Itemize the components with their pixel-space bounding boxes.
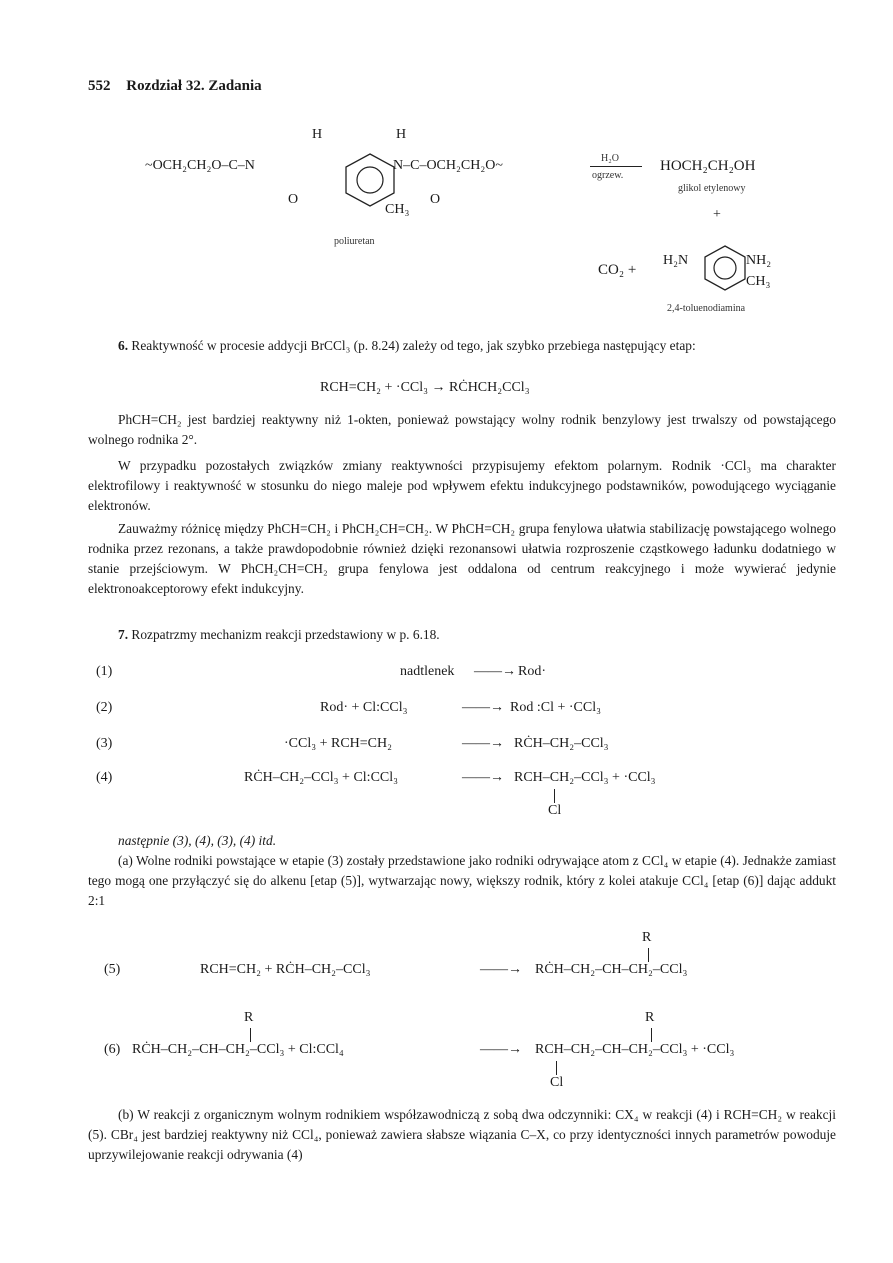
problem6-equation: RCH=CH₂ + ·CCl₃ → RĊHCH₂CCl₃ <box>320 380 530 395</box>
step-arrow: ——→ <box>480 1042 522 1057</box>
step-arrow: ——→ <box>462 736 504 751</box>
step-left: RĊH–CH₂–CCl₃ + Cl:CCl₃ <box>244 770 399 785</box>
step-number: (1) <box>96 664 113 679</box>
product-diamine-name: 2,4-toluenodiamina <box>667 303 746 314</box>
problem7-paragraph-a: (a) Wolne rodniki powstające w etapie (3) zostały przedstawione jako rodniki odrywające atom z CCl₄ w etapie (4). Jednakże zamiast tego mogą one przyłączyć się do alkenu [etap (5)], wytwarzając nowy, większy rodnik, który z kolei atakuje CCl₄ [etap (6)] dając addukt 2:1 <box>88 853 836 908</box>
benzene-ring-icon <box>340 150 400 210</box>
step-number: (6) <box>104 1042 121 1057</box>
bond-line <box>648 948 649 962</box>
step-number: (3) <box>96 736 113 751</box>
r-substituent: R <box>645 1010 655 1025</box>
h2n-label: H₂N <box>663 253 689 268</box>
polymer-right: N–C–OCH₂CH₂O~ <box>393 158 503 173</box>
product-glycol: HOCH₂CH₂OH <box>660 158 756 174</box>
bond-line <box>651 1028 652 1042</box>
step-right: RCH–CH₂–CCl₃ + ·CCl₃ <box>514 770 656 785</box>
step-left: Rod· + Cl:CCl₃ <box>320 700 408 715</box>
h-label-left: H <box>312 127 323 142</box>
arrow-top-label: H₂O <box>601 153 619 164</box>
step-left: RCH=CH₂ + RĊH–CH₂–CCl₃ <box>200 962 371 977</box>
step-right: RCH–CH₂–CH–CH₂–CCl₃ + ·CCl₃ <box>535 1042 735 1057</box>
step-left: RĊH–CH₂–CH–CH₂–CCl₃ + Cl:CCl₄ <box>132 1042 344 1057</box>
problem6-paragraph-2: W przypadku pozostałych związków zmiany reaktywności przypisujemy efektom polarnym. Rodnik ·CCl₃ ma charakter elektrofilowy i reaktywność w stosunku do niego maleje pod wpływem efektu indukcyjnego podstawników, powodującego wyciąganie elektronów. <box>88 458 836 513</box>
polymer-name: poliuretan <box>334 236 375 247</box>
step-number: (4) <box>96 770 113 785</box>
step-right: RĊH–CH₂–CCl₃ <box>514 736 609 751</box>
problem6-intro-text: Reaktywność w procesie addycji BrCCl₃ (p. 8.24) zależy od tego, jak szybko przebiega następujący etap: <box>131 338 696 353</box>
cl-substituent: Cl <box>548 803 562 818</box>
bond-line <box>250 1028 251 1042</box>
cl-substituent: Cl <box>550 1075 564 1090</box>
problem7-paragraph-b: (b) W reakcji z organicznym wolnym rodnikiem współzawodniczą z sobą dwa odczynniki: CX₄ w reakcji (4) i RCH=CH₂ w reakcji (5). CBr₄ jest bardziej reaktywny niż CCl₄, ponieważ zawiera słabsze wiązania C–X, co przy identyczności innych parametrów powoduje uprzywilejowanie reakcji odrywania (4) <box>88 1107 836 1162</box>
step-right: Rod· <box>518 664 546 679</box>
problem7-intro <box>88 625 836 645</box>
ch3-label-2: CH₃ <box>746 274 771 289</box>
nh2-label: NH₂ <box>746 253 772 268</box>
h-label-right: H <box>396 127 407 142</box>
problem6-intro <box>88 336 836 356</box>
o-label-left: O <box>288 192 299 207</box>
step-left: ·CCl₃ + RCH=CH₂ <box>284 736 393 751</box>
step-arrow: ——→ <box>474 664 516 679</box>
product-glycol-name: glikol etylenowy <box>678 183 746 194</box>
r-substituent: R <box>244 1010 254 1025</box>
toluene-ring-icon <box>700 243 750 293</box>
step-number: (2) <box>96 700 113 715</box>
step-arrow: ——→ <box>480 962 522 977</box>
step-arrow: ——→ <box>462 770 504 785</box>
step-right: RĊH–CH₂–CH–CH₂–CCl₃ <box>535 962 688 977</box>
plus-sign: + <box>713 207 721 222</box>
reaction-arrow <box>590 166 642 167</box>
problem6-paragraph-3: Zauważmy różnicę między PhCH=CH₂ i PhCH₂CH=CH₂. W PhCH=CH₂ grupa fenylowa ułatwia stabilizację powstającego wolnego rodnika przez rezonans, a także prawdopodobnie również dzięki rezonansowi ułatwia rozproszenie cząstkowego ładunku dodatniego w stanie przejściowym. W PhCH₂CH=CH₂ grupa fenylowa jest oddalona od centrum reakcyjnego i może wywierać jedynie elektronoakceptorowy efekt indukcyjny. <box>88 521 836 596</box>
step-left: nadtlenek <box>400 664 455 679</box>
chapter-title: Rozdział 32. Zadania <box>126 78 262 94</box>
problem7-intro-text: Rozpatrzmy mechanizm reakcji przedstawiony w p. 6.18. <box>131 627 440 642</box>
step-right: Rod :Cl + ·CCl₃ <box>510 700 601 715</box>
bond-line <box>554 789 555 803</box>
bond-line <box>556 1061 557 1075</box>
r-substituent: R <box>642 930 652 945</box>
o-label-right: O <box>430 192 441 207</box>
problem6-number: 6. <box>118 338 129 353</box>
ch3-label: CH₃ <box>385 202 410 217</box>
step-arrow: ——→ <box>462 700 504 715</box>
polymer-left: ~OCH₂CH₂O–C–N <box>145 158 255 173</box>
page-header <box>88 78 262 95</box>
then-line: następnie (3), (4), (3), (4) itd. <box>118 833 277 848</box>
problem7-number: 7. <box>118 627 129 642</box>
problem6-paragraph-1: PhCH=CH₂ jest bardziej reaktywny niż 1-okten, ponieważ powstający wolny rodnik benzylowy jest trwalszy od powstającego wolnego rodnika 2°. <box>88 412 836 447</box>
arrow-bottom-label: ogrzew. <box>592 170 624 181</box>
step-number: (5) <box>104 962 121 977</box>
co2-label: CO₂ + <box>598 262 637 278</box>
page-number: 552 <box>88 78 111 94</box>
